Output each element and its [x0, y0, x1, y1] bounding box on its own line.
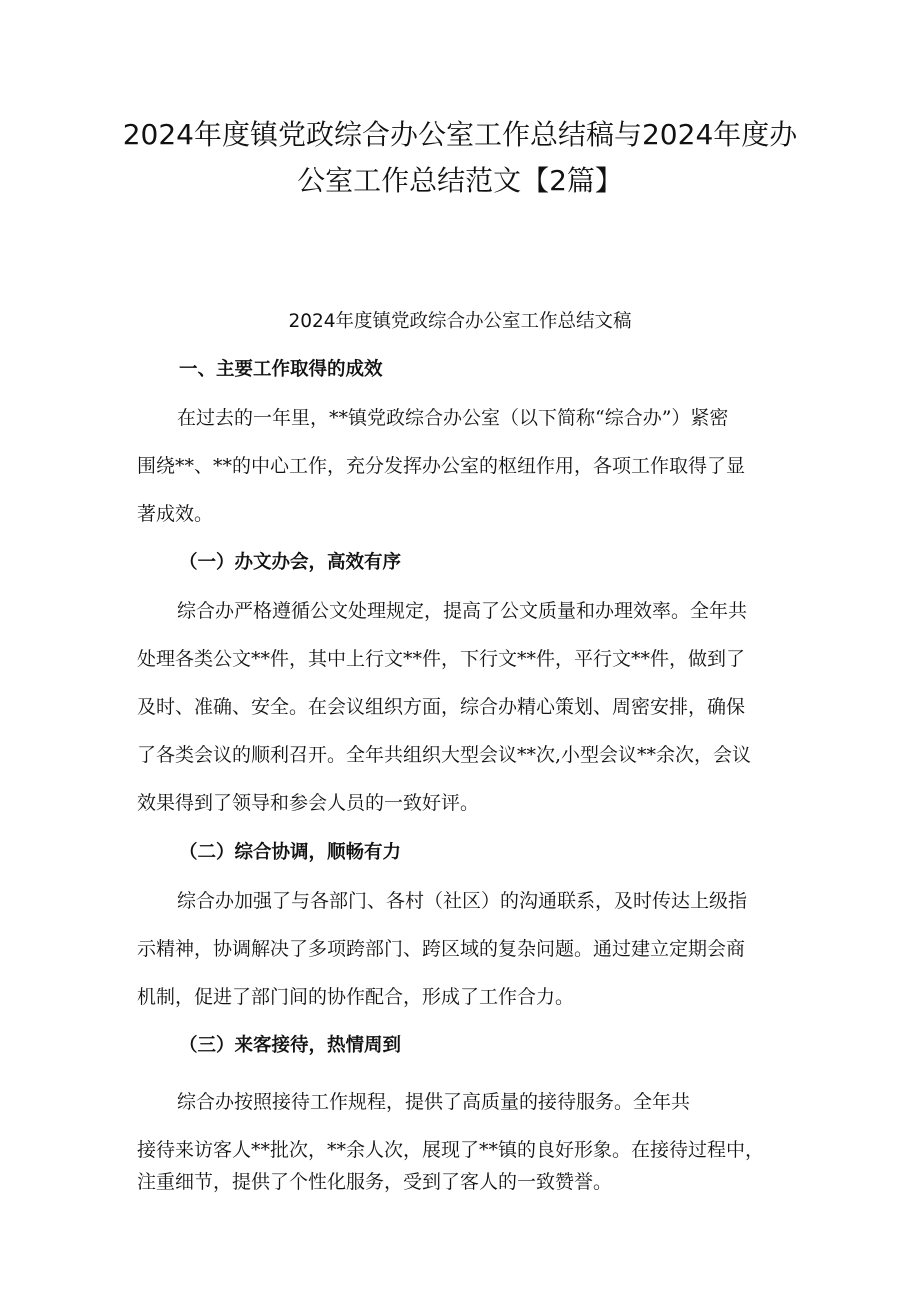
paragraph-line: 了各类会议的顺利召开。全年共组织大型会议**次,小型会议**余次，会议: [137, 744, 752, 766]
paragraph-line: 示精神，协调解决了多项跨部门、跨区域的复杂问题。通过建立定期会商: [137, 938, 746, 960]
section-heading-1: 一、主要工作取得的成效: [179, 359, 383, 380]
subsection-heading-3: （三）来客接待，热情周到: [179, 1035, 402, 1056]
title-line-1: 2024年度镇党政综合办公室工作总结稿与2024年度办: [122, 118, 798, 151]
paragraph-line: 处理各类公文**件，其中上行文**件，下行文**件，平行文**件，做到了: [137, 648, 746, 670]
subsection3-paragraph-rest: [137, 1134, 787, 1198]
paragraph-line: 围绕**、**的中心工作，充分发挥办公室的枢纽作用，各项工作取得了显: [137, 455, 746, 477]
paragraph-line: 效果得到了领导和参会人员的一致好评。: [137, 792, 480, 814]
paragraph-line: 机制，促进了部门间的协作配合，形成了工作合力。: [137, 986, 575, 1008]
subsection-heading-1: （一）办文办会，高效有序: [179, 552, 402, 573]
paragraph-line: 及时、准确、安全。在会议组织方面，综合办精心策划、周密安排，确保: [137, 696, 746, 718]
paragraph-line: 注重细节，提供了个性化服务，受到了客人的一致赞誉。: [137, 1171, 613, 1193]
paragraph-line: 著成效。: [137, 503, 214, 525]
title-line-2: 公室工作总结范文【2篇】: [297, 164, 623, 197]
subsection1-paragraph: [137, 587, 787, 827]
paragraph-line: 综合办按照接待工作规程，提供了高质量的接待服务。全年共: [177, 1091, 691, 1113]
subsection2-paragraph: [137, 877, 787, 1021]
paragraph-line: 综合办加强了与各部门、各村（社区）的沟通联系，及时传达上级指: [177, 890, 748, 912]
paragraph-line: 接待来访客人**批次，**余人次，展现了**镇的良好形象。在接待过程中，: [137, 1139, 765, 1161]
paragraph-line: 在过去的一年里，**镇党政综合办公室（以下简称“综合办”）紧密: [177, 407, 729, 429]
subsection-heading-2: （二）综合协调，顺畅有力: [179, 842, 402, 863]
section1-intro-paragraph: [137, 394, 787, 538]
subsection3-paragraph-start: [137, 1078, 787, 1126]
document-title: [100, 112, 820, 204]
paragraph-line: 综合办严格遵循公文处理规定，提高了公文质量和办理效率。全年共: [177, 600, 748, 622]
article-subtitle: 2024年度镇党政综合办公室工作总结文稿: [288, 311, 632, 332]
